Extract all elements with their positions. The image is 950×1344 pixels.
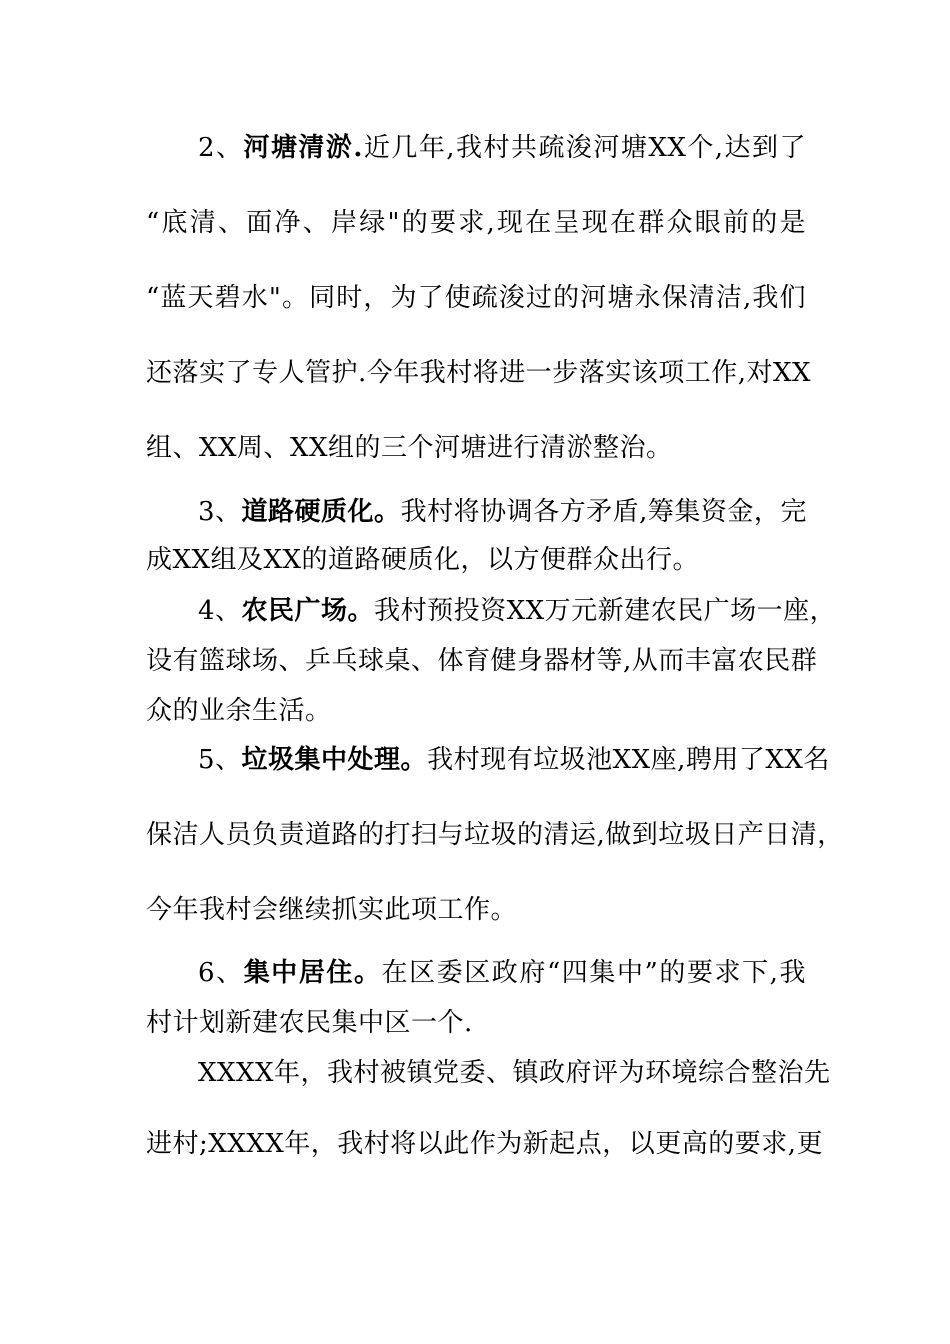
paragraph-3-line-2: 成XX组及XX的道路硬质化，以方便群众出行。	[146, 545, 700, 575]
paragraph-5-line-1	[198, 745, 830, 775]
paragraph-4-line-2: 设有篮球场、乒乓球桌、体育健身器材等,从而丰富农民群	[146, 646, 818, 676]
paragraph-6-line-1	[198, 958, 806, 988]
paragraph-5-line-2: 保洁人员负责道路的打扫与垃圾的清运,做到垃圾日产日清，	[146, 820, 844, 850]
item-heading: 道路硬质化。	[241, 497, 401, 527]
item-number: 4、	[198, 596, 242, 626]
item-number: 5、	[198, 745, 242, 775]
item-number: 2、	[198, 133, 244, 163]
paragraph-2-line-4: 还落实了专人管护.今年我村将进一步落实该项工作,对XX	[146, 358, 812, 388]
paragraph-7-line-2: 进村;XXXX年，我村将以此作为新起点，以更高的要求,更	[146, 1129, 824, 1159]
paragraph-3-line-1	[198, 497, 806, 527]
paragraph-2-line-2: “底清、面净、岸绿"的要求,现在呈现在群众眼前的是	[146, 208, 806, 238]
line-text: 我村预投资XX万元新建农民广场一座，	[374, 596, 837, 626]
paragraph-7-line-1: XXXX年，我村被镇党委、镇政府评为环境综合整治先	[198, 1058, 831, 1088]
line-text: 在区委区政府“四集中”的要求下,我	[381, 958, 806, 988]
paragraph-2-line-1	[198, 133, 806, 163]
paragraph-4-line-1	[198, 596, 837, 626]
item-number: 3、	[198, 497, 242, 527]
item-number: 6、	[198, 958, 244, 988]
line-text: 我村将协调各方矛盾,筹集资金，完	[400, 497, 807, 527]
line-text: 我村现有垃圾池XX座,聘用了XX名	[427, 745, 830, 775]
paragraph-2-line-3: “蓝天碧水"。同时，为了使疏浚过的河塘永保清洁,我们	[146, 283, 806, 313]
item-heading: 垃圾集中处理。	[241, 745, 428, 775]
paragraph-2-line-5: 组、XX周、XX组的三个河塘进行清淤整治。	[146, 433, 673, 463]
paragraph-4-line-3: 众的业余生活。	[146, 696, 332, 726]
item-heading: 河塘清淤.	[243, 133, 363, 163]
paragraph-5-line-3: 今年我村会继续抓实此项工作。	[146, 895, 518, 925]
line-text: 近几年,我村共疏浚河塘XX个,达到了	[362, 133, 806, 163]
item-heading: 集中居住。	[243, 958, 382, 988]
paragraph-6-line-2: 村计划新建农民集中区一个.	[146, 1008, 473, 1038]
item-heading: 农民广场。	[241, 596, 375, 626]
